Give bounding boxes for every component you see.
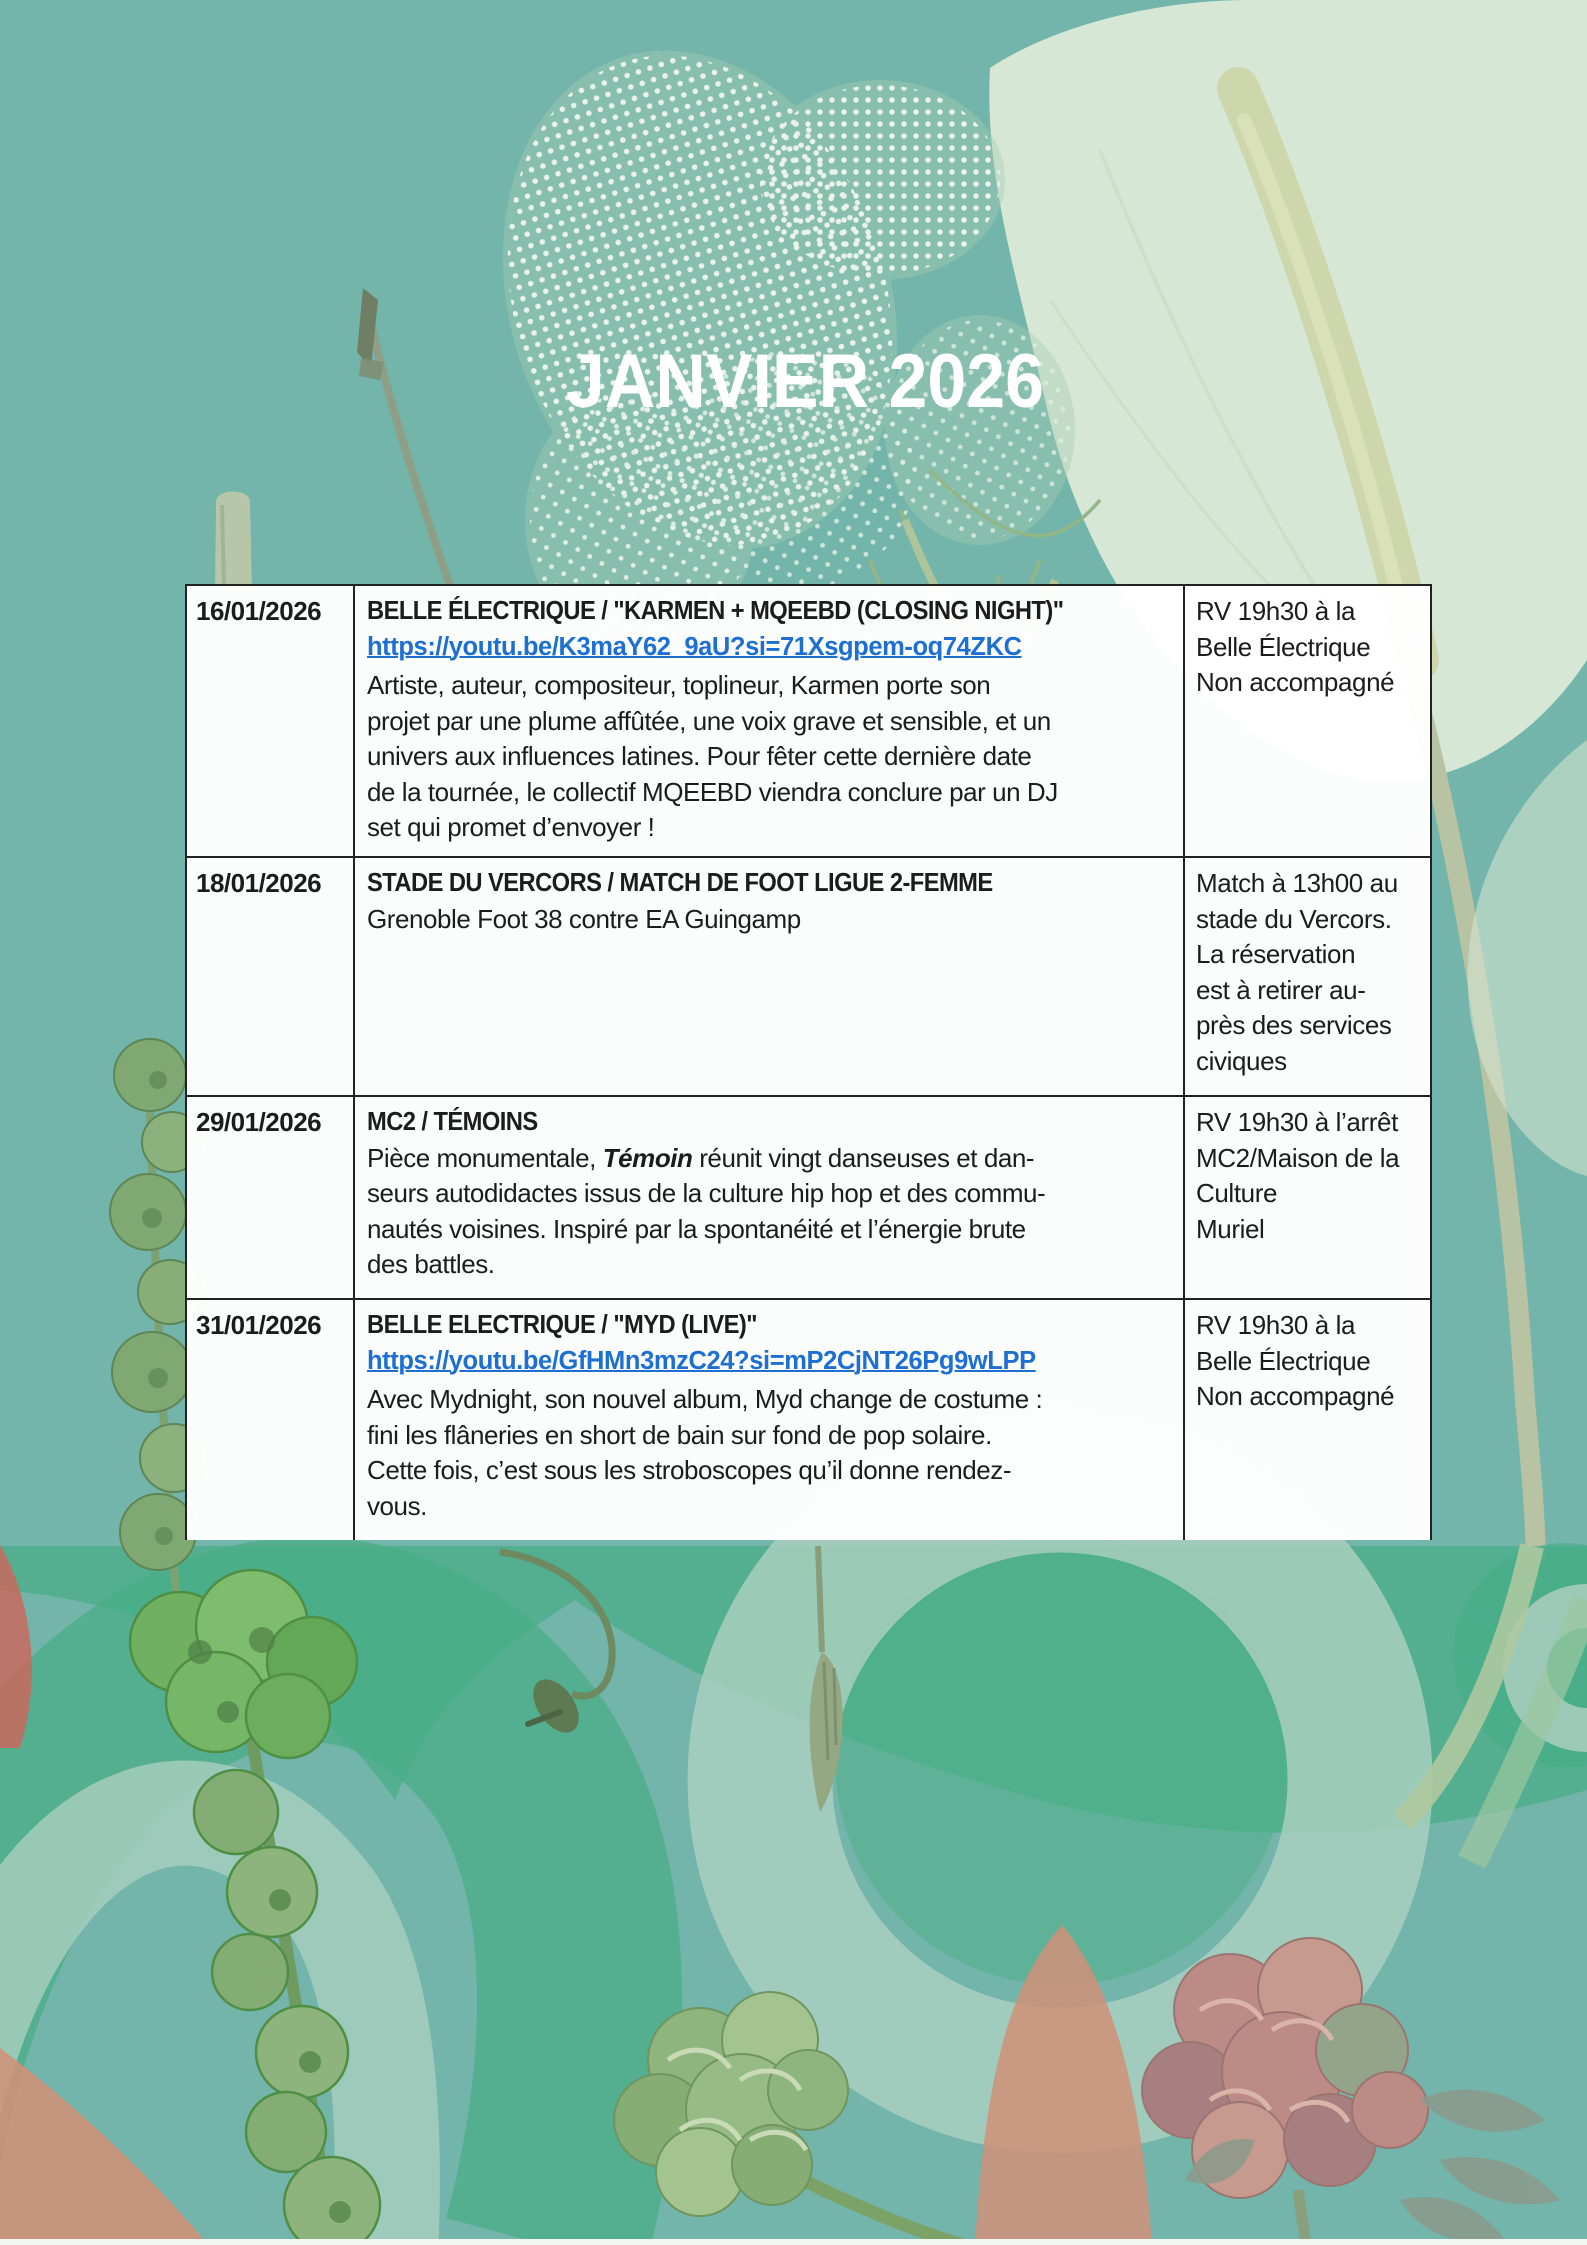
stub-stem — [215, 492, 252, 593]
event-link[interactable]: https://youtu.be/K3maY62_9aU?si=71Xsgpem-oq74ZKC — [367, 632, 1022, 661]
event-info: RV 19h30 à la Belle Électrique Non accompagné — [1185, 1300, 1430, 1540]
event-date — [187, 1097, 355, 1300]
event-description — [355, 1097, 1185, 1300]
event-date-text: 16/01/2026 — [196, 596, 322, 626]
events-table — [185, 584, 1432, 1540]
event-date — [187, 586, 355, 858]
event-text-plain: Pièce monumentale, — [367, 1142, 603, 1173]
event-date — [187, 1300, 355, 1540]
event-date-text: 31/01/2026 — [196, 1310, 322, 1340]
anthurium-leaf — [1468, 740, 1587, 1176]
rose-carnation-flower — [1142, 1938, 1428, 2245]
event-title: STADE DU VERCORS / MATCH DE FOOT LIGUE 2-FEMME — [367, 869, 993, 897]
event-title: MC2 / TÉMOINS — [367, 1108, 538, 1136]
event-info: RV 19h30 à l’arrêt MC2/Maison de la Culture Muriel — [1185, 1097, 1430, 1300]
event-text: Avec Mydnight, son nouvel album, Myd change de costume : fini les flâneries en short de bain sur fond de pop solaire. Cette fois, c’est sous les stroboscopes qu’il donne rendez- vous. — [367, 1384, 1043, 1521]
event-title: BELLE ELECTRIQUE / "MYD (LIVE)" — [367, 1311, 757, 1339]
event-text-rich — [367, 1141, 1183, 1177]
event-text-italic: Témoin — [602, 1142, 693, 1173]
event-link[interactable]: https://youtu.be/GfHMn3mzC24?si=mP2CjNT26Pg9wLPP — [367, 1346, 1036, 1375]
event-row — [187, 858, 1430, 1097]
event-date-text: 18/01/2026 — [196, 868, 322, 898]
page-bottom-margin — [0, 2239, 1587, 2245]
event-info: RV 19h30 à la Belle Électrique Non accompagné — [1185, 586, 1430, 858]
event-text: Artiste, auteur, compositeur, toplineur, Karmen porte son projet par une plume affûtée, une voix grave et sensible, et un univers aux influences latines. Pour fêter cette dernière date de la tournée, le collectif MQEEBD viendra conclure par un DJ set qui promet d’envoyer ! — [367, 670, 1058, 842]
event-text-plain: réunit vingt danseuses et dan- — [692, 1142, 1035, 1173]
event-date-text: 29/01/2026 — [196, 1107, 322, 1137]
event-info: Match à 13h00 au stade du Vercors. La réservation est à retirer au- près des services civiques — [1185, 858, 1430, 1097]
event-title: BELLE ÉLECTRIQUE / "KARMEN + MQEEBD (CLOSING NIGHT)" — [367, 597, 1064, 625]
event-text: seurs autodidactes issus de la culture hip hop et des commu- nautés voisines. Inspiré par la spontanéité et l’énergie brute des battles. — [367, 1178, 1046, 1279]
page-title: JANVIER 2026 — [566, 339, 1045, 424]
event-row — [187, 1300, 1430, 1540]
event-description — [355, 1300, 1185, 1540]
event-row — [187, 1097, 1430, 1300]
event-date — [187, 858, 355, 1097]
arrow-stem — [357, 288, 452, 592]
event-row — [187, 586, 1430, 858]
event-description — [355, 858, 1185, 1097]
event-description — [355, 586, 1185, 858]
event-text: Grenoble Foot 38 contre EA Guingamp — [367, 903, 801, 934]
